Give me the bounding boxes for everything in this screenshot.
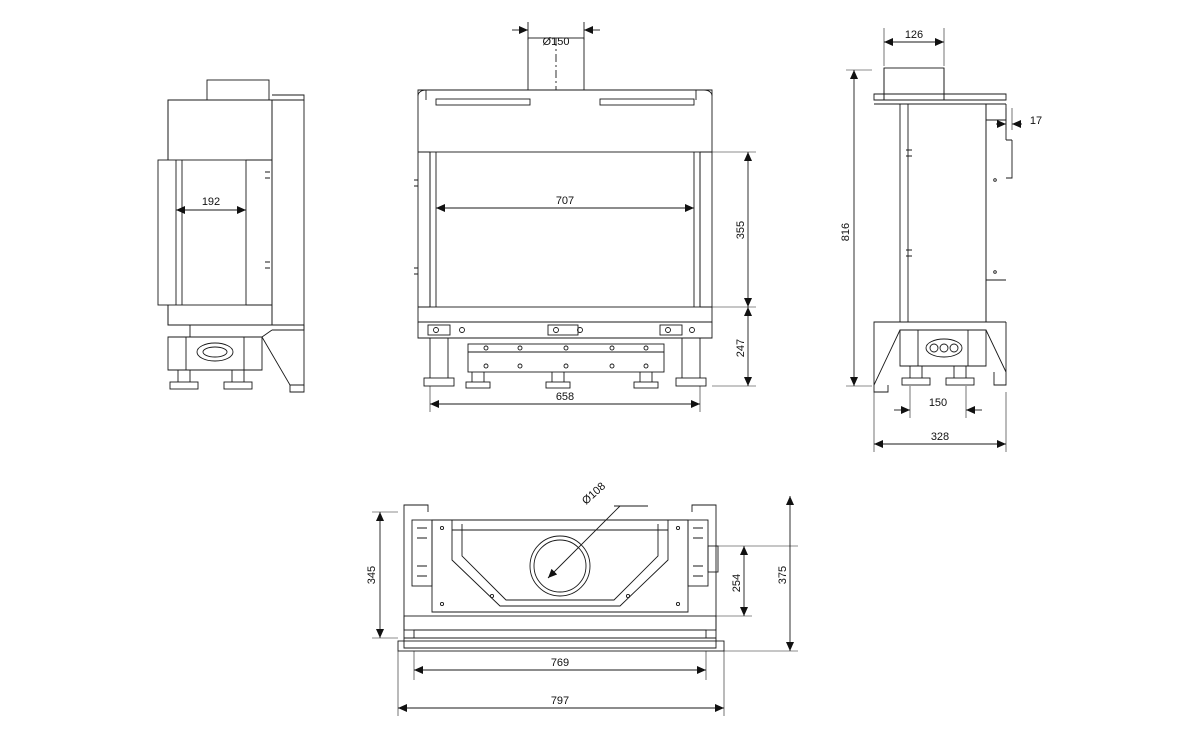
dim-label-345: 345 — [366, 565, 378, 585]
dim-label-797: 797 — [550, 695, 570, 707]
dim-label-17: 17 — [1029, 115, 1043, 127]
dim-254 — [716, 546, 752, 616]
front-view — [414, 22, 756, 412]
dim-17 — [996, 108, 1042, 130]
dim-247 — [712, 307, 756, 386]
dim-769 — [414, 651, 706, 680]
dim-355 — [700, 152, 756, 307]
dim-150 — [894, 386, 982, 418]
dim-label-375: 375 — [777, 565, 789, 585]
dim-label-355: 355 — [735, 220, 747, 240]
dim-label-816: 816 — [840, 222, 852, 242]
dim-816 — [840, 70, 872, 386]
dim-label-658: 658 — [555, 391, 575, 403]
dim-label-192: 192 — [201, 196, 221, 208]
side-view-left — [158, 80, 304, 392]
dim-label-254: 254 — [731, 573, 743, 593]
dim-126 — [884, 28, 944, 66]
dim-dia-108 — [548, 480, 648, 578]
dim-label-126: 126 — [904, 29, 924, 41]
dim-label-150: 150 — [928, 397, 948, 409]
dim-label-dia150: Ø150 — [542, 36, 570, 48]
dim-label-328: 328 — [930, 431, 950, 443]
dim-label-247: 247 — [735, 338, 747, 358]
dim-dia-150 — [512, 22, 600, 48]
dim-345 — [366, 512, 398, 638]
dim-label-dia108: Ø108 — [579, 480, 609, 508]
dim-375 — [724, 496, 798, 651]
dim-658 — [430, 386, 700, 412]
dim-label-769: 769 — [550, 657, 570, 669]
plan-view — [366, 480, 798, 716]
side-view-right — [840, 28, 1042, 452]
dim-label-707: 707 — [555, 195, 575, 207]
